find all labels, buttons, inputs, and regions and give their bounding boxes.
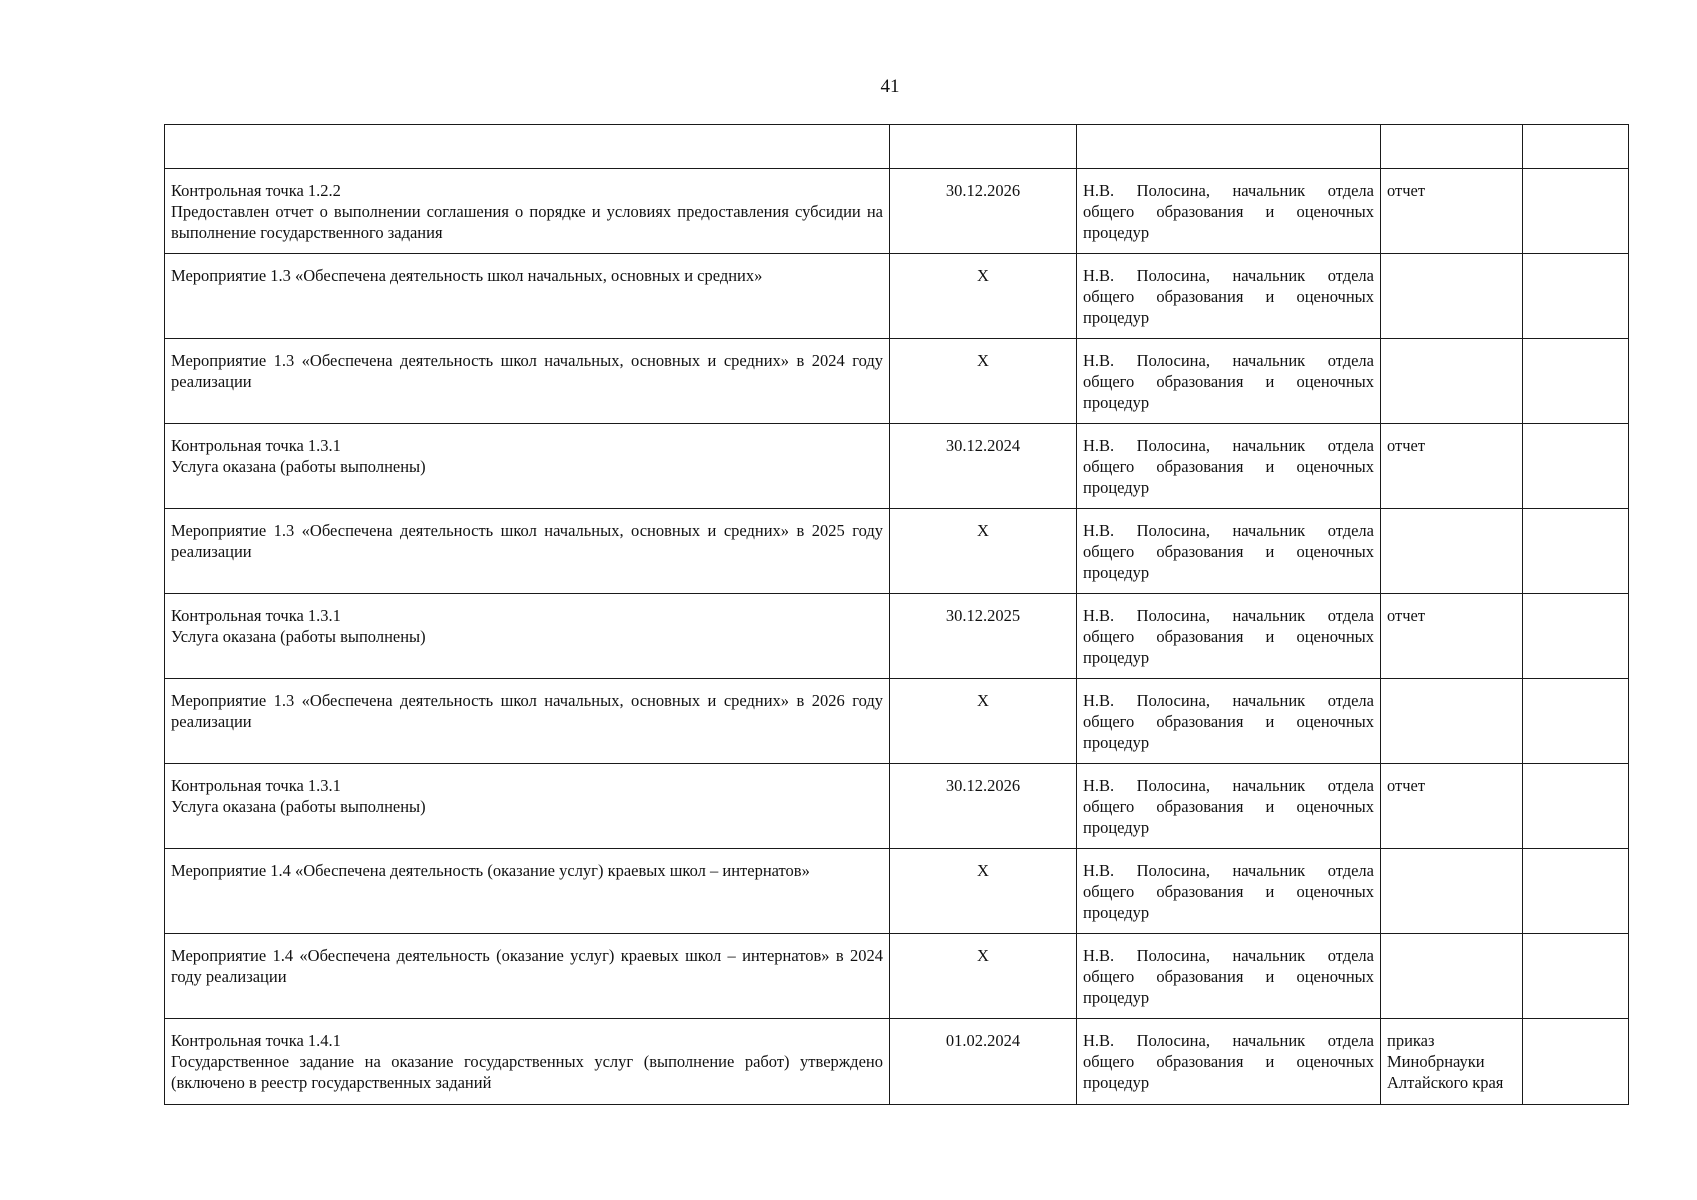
header-cell-extra [1523,125,1629,169]
responsible-cell: Н.В. Полосина, начальник отдела общего образования и оценочных процедур [1077,764,1381,849]
document-cell [1381,679,1523,764]
table-row [165,509,1629,594]
term-cell: X [890,849,1077,934]
document-cell: отчет [1381,424,1523,509]
header-cell-document [1381,125,1523,169]
event-cell [165,169,890,254]
event-title: Контрольная точка 1.3.1 [171,606,341,625]
event-cell [165,764,890,849]
responsible-cell: Н.В. Полосина, начальник отдела общего образования и оценочных процедур [1077,679,1381,764]
term-cell: X [890,509,1077,594]
extra-cell [1523,169,1629,254]
extra-cell [1523,424,1629,509]
extra-cell [1523,679,1629,764]
event-title: Мероприятие 1.3 «Обеспечена деятельность школ начальных, основных и средних» в 2024 году реализации [171,351,883,391]
term-cell: 30.12.2026 [890,169,1077,254]
header-cell-term [890,125,1077,169]
header-cell-event [165,125,890,169]
event-description: Услуга оказана (работы выполнены) [171,627,426,646]
term-cell: 30.12.2026 [890,764,1077,849]
event-cell [165,509,890,594]
implementation-plan-table [164,124,1629,1105]
event-title: Мероприятие 1.3 «Обеспечена деятельность школ начальных, основных и средних» [171,266,763,285]
table-row [165,424,1629,509]
event-title: Контрольная точка 1.3.1 [171,436,341,455]
term-cell: X [890,339,1077,424]
event-cell [165,934,890,1019]
table-row [165,849,1629,934]
document-cell: отчет [1381,169,1523,254]
event-title: Контрольная точка 1.2.2 [171,181,341,200]
table-row [165,594,1629,679]
term-cell: 30.12.2025 [890,594,1077,679]
document-cell [1381,509,1523,594]
responsible-cell: Н.В. Полосина, начальник отдела общего образования и оценочных процедур [1077,934,1381,1019]
event-cell [165,594,890,679]
responsible-cell: Н.В. Полосина, начальник отдела общего образования и оценочных процедур [1077,594,1381,679]
term-cell: X [890,934,1077,1019]
event-title: Контрольная точка 1.4.1 [171,1031,341,1050]
table-row [165,679,1629,764]
document-cell: отчет [1381,764,1523,849]
extra-cell [1523,934,1629,1019]
extra-cell [1523,764,1629,849]
event-cell [165,1019,890,1105]
extra-cell [1523,339,1629,424]
extra-cell [1523,849,1629,934]
table-row [165,339,1629,424]
term-cell: 01.02.2024 [890,1019,1077,1105]
document-cell [1381,934,1523,1019]
event-title: Контрольная точка 1.3.1 [171,776,341,795]
responsible-cell: Н.В. Полосина, начальник отдела общего образования и оценочных процедур [1077,509,1381,594]
event-description: Предоставлен отчет о выполнении соглашения о порядке и условиях предоставления субсидии на выполнение государственного задания [171,202,883,242]
event-title: Мероприятие 1.4 «Обеспечена деятельность (оказание услуг) краевых школ – интернатов» [171,861,810,880]
responsible-cell: Н.В. Полосина, начальник отдела общего образования и оценочных процедур [1077,254,1381,339]
event-cell [165,339,890,424]
responsible-cell: Н.В. Полосина, начальник отдела общего образования и оценочных процедур [1077,849,1381,934]
event-title: Мероприятие 1.4 «Обеспечена деятельность (оказание услуг) краевых школ – интернатов» в 2024 году реализации [171,946,883,986]
document-cell [1381,849,1523,934]
table-row [165,169,1629,254]
header-cell-responsible [1077,125,1381,169]
responsible-cell: Н.В. Полосина, начальник отдела общего образования и оценочных процедур [1077,339,1381,424]
responsible-cell: Н.В. Полосина, начальник отдела общего образования и оценочных процедур [1077,424,1381,509]
extra-cell [1523,509,1629,594]
event-title: Мероприятие 1.3 «Обеспечена деятельность школ начальных, основных и средних» в 2026 году реализации [171,691,883,731]
term-cell: 30.12.2024 [890,424,1077,509]
document-cell: отчет [1381,594,1523,679]
term-cell: X [890,254,1077,339]
term-cell: X [890,679,1077,764]
extra-cell [1523,594,1629,679]
extra-cell [1523,254,1629,339]
extra-cell [1523,1019,1629,1105]
event-cell [165,849,890,934]
document-cell [1381,339,1523,424]
event-description: Услуга оказана (работы выполнены) [171,797,426,816]
event-description: Государственное задание на оказание государственных услуг (выполнение работ) утверждено (включено в реестр государственных заданий [171,1052,883,1092]
page-number: 41 [880,76,900,97]
responsible-cell: Н.В. Полосина, начальник отдела общего образования и оценочных процедур [1077,169,1381,254]
event-cell [165,679,890,764]
document-cell: приказ Минобрнауки Алтайского края [1381,1019,1523,1105]
table-header-row [165,125,1629,169]
event-cell [165,424,890,509]
table-row [165,1019,1629,1105]
table-row [165,764,1629,849]
table-row [165,934,1629,1019]
event-cell [165,254,890,339]
event-description: Услуга оказана (работы выполнены) [171,457,426,476]
event-title: Мероприятие 1.3 «Обеспечена деятельность школ начальных, основных и средних» в 2025 году реализации [171,521,883,561]
responsible-cell: Н.В. Полосина, начальник отдела общего образования и оценочных процедур [1077,1019,1381,1105]
document-cell [1381,254,1523,339]
table-row [165,254,1629,339]
